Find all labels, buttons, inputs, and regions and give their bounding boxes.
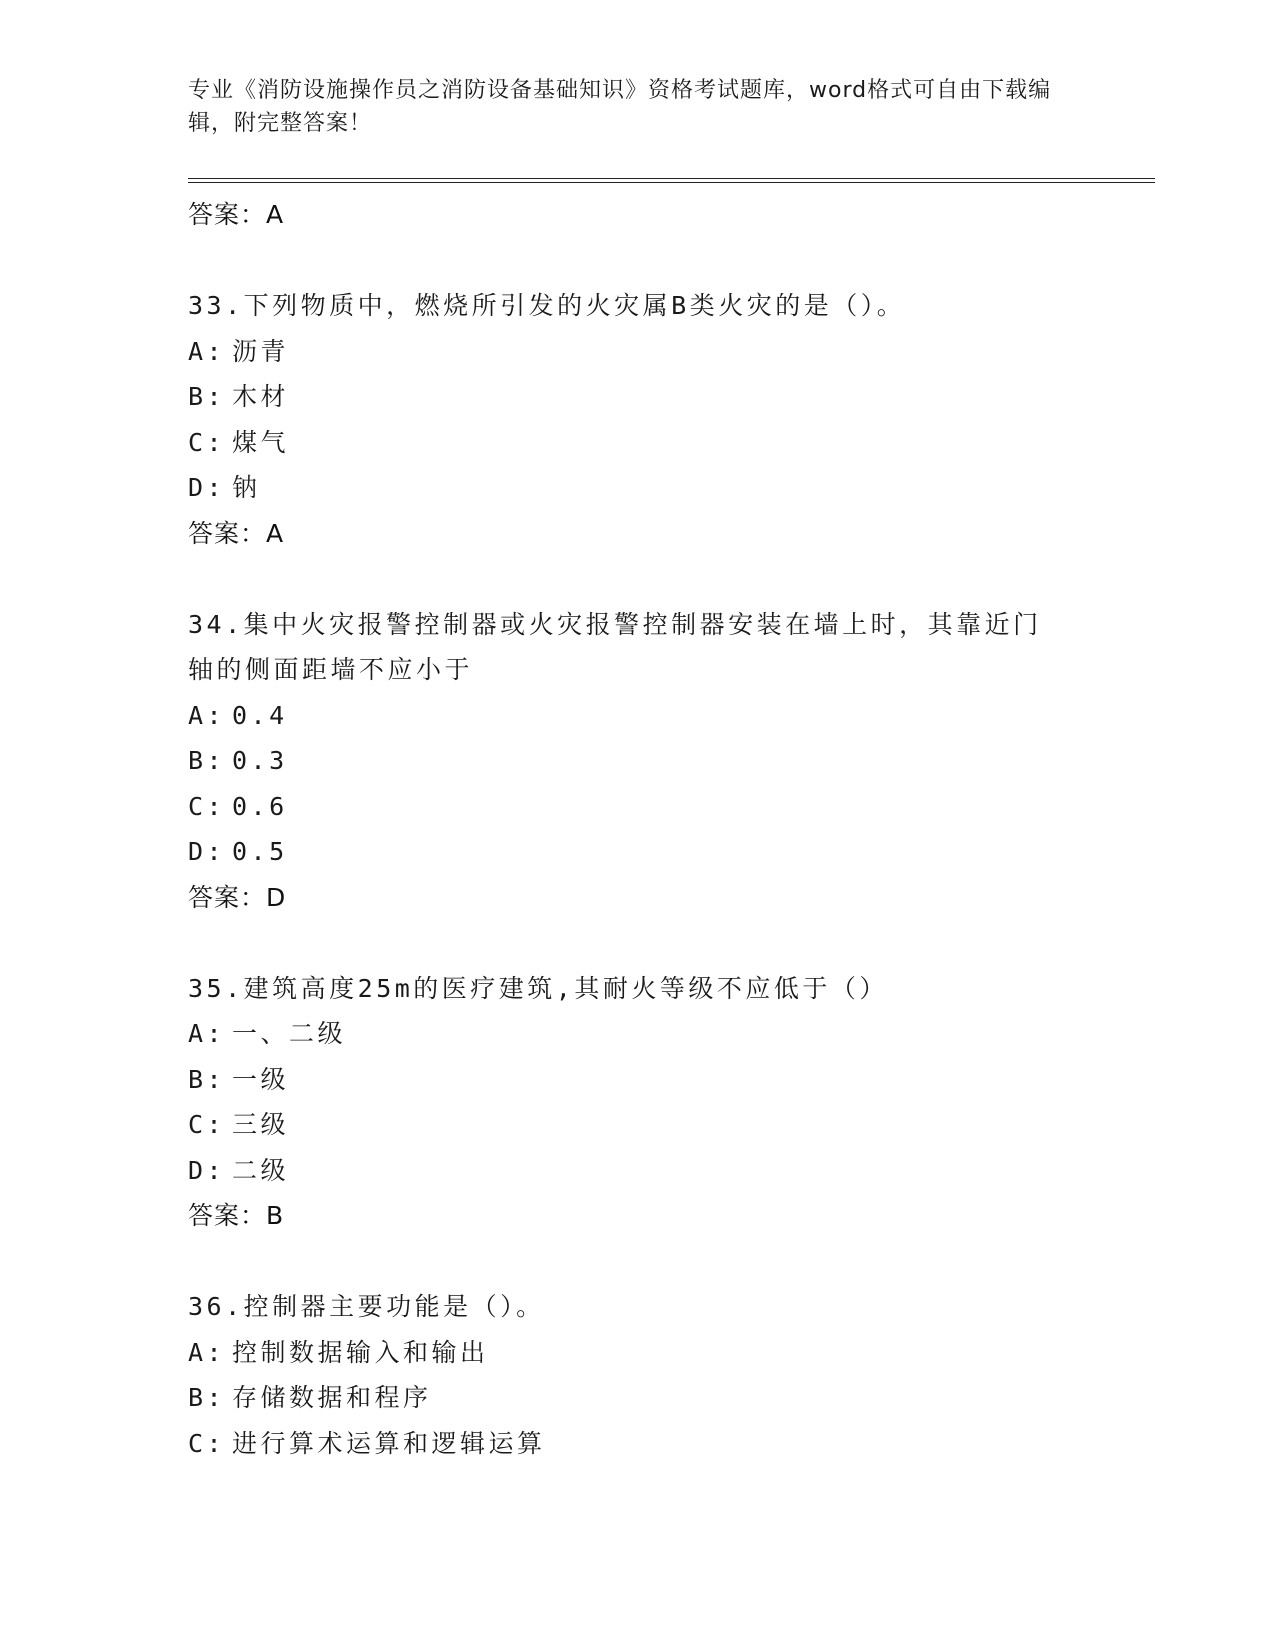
option-letter: A: bbox=[188, 336, 226, 366]
option-text: 0.3 bbox=[232, 746, 288, 775]
option-c bbox=[188, 1102, 1088, 1148]
question-text: 36.控制器主要功能是（）。 bbox=[188, 1292, 545, 1321]
option-text: 控制数据输入和输出 bbox=[232, 1337, 489, 1367]
option-text: 0.4 bbox=[232, 700, 288, 730]
option-a bbox=[188, 1011, 1088, 1057]
question-block bbox=[188, 602, 1088, 921]
option-letter: C: bbox=[188, 1110, 226, 1139]
option-text: 0.5 bbox=[232, 837, 288, 866]
option-text: 一级 bbox=[232, 1064, 290, 1094]
spacer bbox=[188, 238, 1088, 283]
option-b bbox=[188, 1375, 1088, 1421]
header-double-rule bbox=[188, 178, 1155, 183]
option-a bbox=[188, 1330, 1088, 1376]
option-letter: C: bbox=[188, 791, 226, 821]
option-text: 煤气 bbox=[232, 427, 290, 457]
option-text: 0.6 bbox=[232, 791, 288, 821]
option-letter: D: bbox=[188, 837, 226, 866]
answer-line: 答案：A bbox=[188, 200, 285, 229]
option-text: 进行算术运算和逻辑运算 bbox=[232, 1428, 546, 1458]
option-letter: A: bbox=[188, 1337, 226, 1367]
option-letter: B: bbox=[188, 1383, 226, 1412]
question-block bbox=[188, 1284, 1088, 1466]
option-c bbox=[188, 1421, 1088, 1467]
spacer bbox=[188, 921, 1088, 966]
option-letter: D: bbox=[188, 1155, 226, 1185]
answer-line: 答案：B bbox=[188, 1201, 285, 1230]
option-text: 一、二级 bbox=[232, 1019, 347, 1048]
question-text: 34.集中火灾报警控制器或火灾报警控制器安装在墙上时，其靠近门轴的侧面距墙不应小于 bbox=[188, 609, 1042, 684]
option-text: 钠 bbox=[232, 473, 261, 502]
option-b bbox=[188, 738, 1088, 784]
option-letter: A: bbox=[188, 1019, 226, 1048]
option-letter: C: bbox=[188, 1428, 226, 1458]
answer-line: 答案：A bbox=[188, 518, 285, 548]
option-d bbox=[188, 465, 1088, 511]
option-letter: B: bbox=[188, 746, 226, 775]
option-d bbox=[188, 1148, 1088, 1194]
option-c bbox=[188, 784, 1088, 830]
question-block bbox=[188, 283, 1088, 557]
option-letter: C: bbox=[188, 427, 226, 457]
option-b bbox=[188, 1057, 1088, 1103]
spacer bbox=[188, 557, 1088, 602]
question-block bbox=[188, 966, 1088, 1240]
answer-line: 答案：D bbox=[188, 882, 287, 912]
document-header: 专业《消防设施操作员之消防设备基础知识》资格考试题库，word格式可自由下载编辑，附完整答案！ bbox=[188, 78, 1052, 136]
question-text: 35.建筑高度25m的医疗建筑,其耐火等级不应低于（） bbox=[188, 973, 888, 1003]
option-letter: B: bbox=[188, 382, 226, 411]
option-text: 二级 bbox=[232, 1155, 290, 1185]
option-text: 三级 bbox=[232, 1110, 290, 1139]
spacer bbox=[188, 1239, 1088, 1284]
question-list bbox=[188, 192, 1088, 1466]
question-text: 33.下列物质中，燃烧所引发的火灾属B类火灾的是（）。 bbox=[188, 291, 906, 320]
option-text: 沥青 bbox=[232, 336, 290, 366]
option-text: 存储数据和程序 bbox=[232, 1383, 432, 1412]
option-b bbox=[188, 374, 1088, 420]
option-a bbox=[188, 693, 1088, 739]
option-a bbox=[188, 329, 1088, 375]
option-d bbox=[188, 829, 1088, 875]
option-letter: D: bbox=[188, 473, 226, 502]
option-c bbox=[188, 420, 1088, 466]
option-letter: A: bbox=[188, 700, 226, 730]
option-text: 木材 bbox=[232, 382, 290, 411]
option-letter: B: bbox=[188, 1064, 226, 1094]
